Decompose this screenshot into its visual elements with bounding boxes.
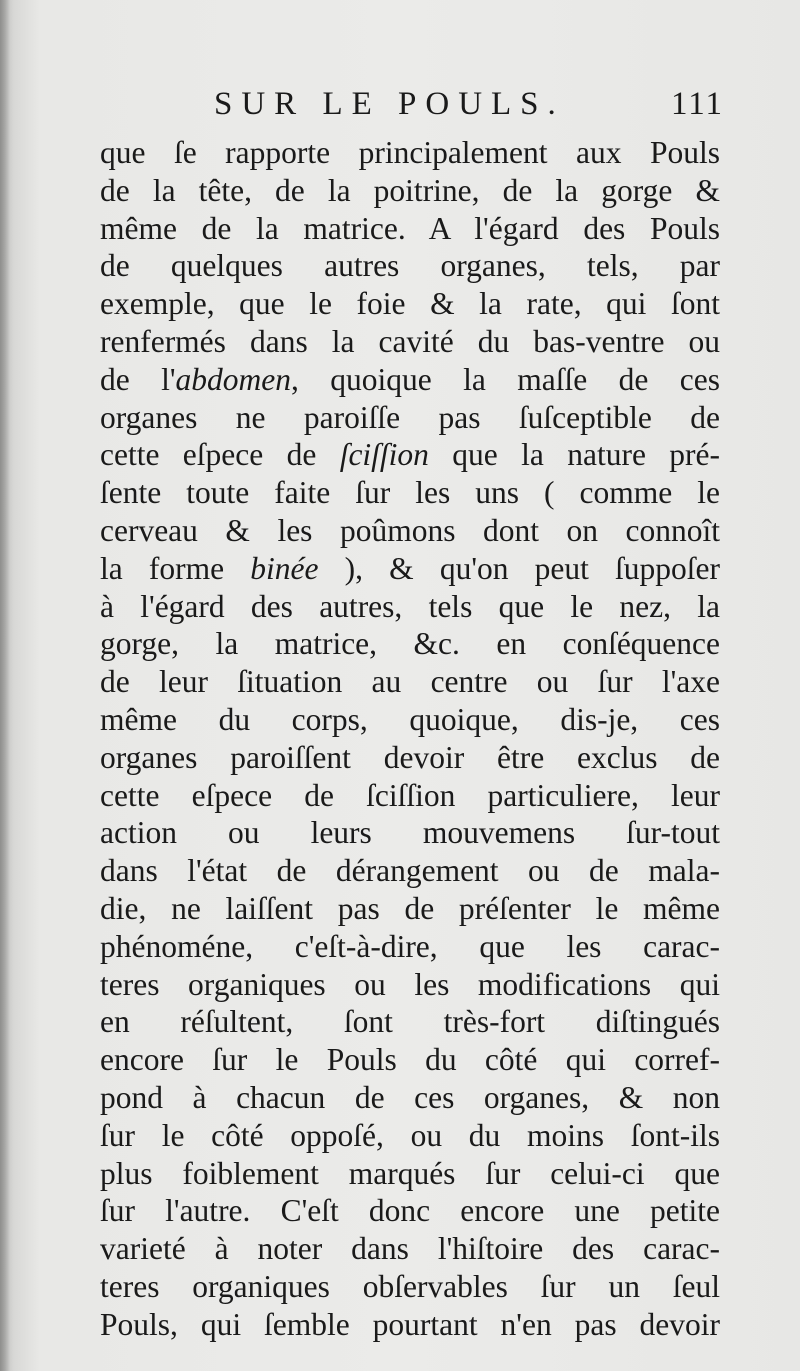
- text-line: à l'égard des autres, tels que le nez, la: [100, 588, 720, 624]
- binding-shadow: [0, 0, 10, 1371]
- text-segment: que la nature pré-: [428, 437, 720, 473]
- running-head: [214, 86, 724, 126]
- text-line: même de la matrice. A l'égard des Pouls: [100, 210, 720, 246]
- text-line: dans l'état de dérangement ou de mala-: [100, 853, 720, 889]
- text-segment: , quoique la maſſe de ces: [291, 361, 720, 397]
- text-line: die, ne laiſſent pas de préſenter le même: [100, 890, 720, 926]
- text-line: plus foiblement marqués ſur celui-ci que: [100, 1155, 720, 1191]
- text-line: action ou leurs mouvemens ſur-tout: [100, 815, 720, 851]
- text-line: Pouls, qui ſemble pourtant n'en pas devoir: [100, 1306, 720, 1342]
- text-line: de quelques autres organes, tels, par: [100, 248, 720, 284]
- text-line: ſente toute faite ſur les uns ( comme le: [100, 475, 720, 511]
- text-line: [100, 361, 720, 399]
- text-line: cerveau & les poûmons dont on connoît: [100, 512, 720, 548]
- text-line: encore ſur le Pouls du côté qui corref-: [100, 1042, 720, 1078]
- italic-term: ſciſſion: [339, 437, 429, 473]
- text-segment: de l': [100, 361, 176, 397]
- text-line: ſur le côté oppoſé, ou du moins ſont-ils: [100, 1117, 720, 1153]
- text-line: renfermés dans la cavité du bas-ventre ou: [100, 323, 720, 359]
- text-segment: cette eſpece de: [100, 437, 340, 473]
- text-line: de la tête, de la poitrine, de la gorge &: [100, 172, 720, 208]
- italic-term: abdomen: [175, 361, 292, 397]
- text-segment: ), & qu'on peut ſuppoſer: [318, 550, 721, 586]
- text-line: organes paroiſſent devoir être exclus de: [100, 739, 720, 775]
- text-line: même du corps, quoique, dis-je, ces: [100, 701, 720, 737]
- text-line: que ſe rapporte principalement aux Pouls: [100, 135, 720, 170]
- text-line: teres organiques ou les modifications qui: [100, 966, 720, 1002]
- text-line: organes ne paroiſſe pas ſuſceptible de: [100, 399, 720, 435]
- text-line: exemple, que le foie & la rate, qui ſont: [100, 286, 720, 322]
- text-line: [100, 550, 720, 588]
- text-line: de leur ſituation au centre ou ſur l'axe: [100, 664, 720, 700]
- text-line: phénoméne, c'eſt-à-dire, que les carac-: [100, 928, 720, 964]
- text-line: varieté à noter dans l'hiſtoire des carac-: [100, 1231, 720, 1267]
- text-line: gorge, la matrice, &c. en conſéquence: [100, 626, 720, 662]
- text-line: cette eſpece de ſciſſion particuliere, leur: [100, 777, 720, 813]
- text-line: en réſultent, ſont très-fort diſtingués: [100, 1004, 720, 1040]
- text-line: pond à chacun de ces organes, & non: [100, 1079, 720, 1115]
- body-text: [100, 134, 720, 1344]
- text-segment: la forme: [100, 550, 251, 586]
- page-number: 111: [670, 86, 724, 122]
- running-title: SUR LE POULS.: [214, 86, 565, 122]
- text-line: ſur l'autre. C'eſt donc encore une petite: [100, 1193, 720, 1229]
- text-line: teres organiques obſervables ſur un ſeul: [100, 1268, 720, 1304]
- italic-term: binée: [250, 550, 319, 586]
- text-line: [100, 436, 720, 474]
